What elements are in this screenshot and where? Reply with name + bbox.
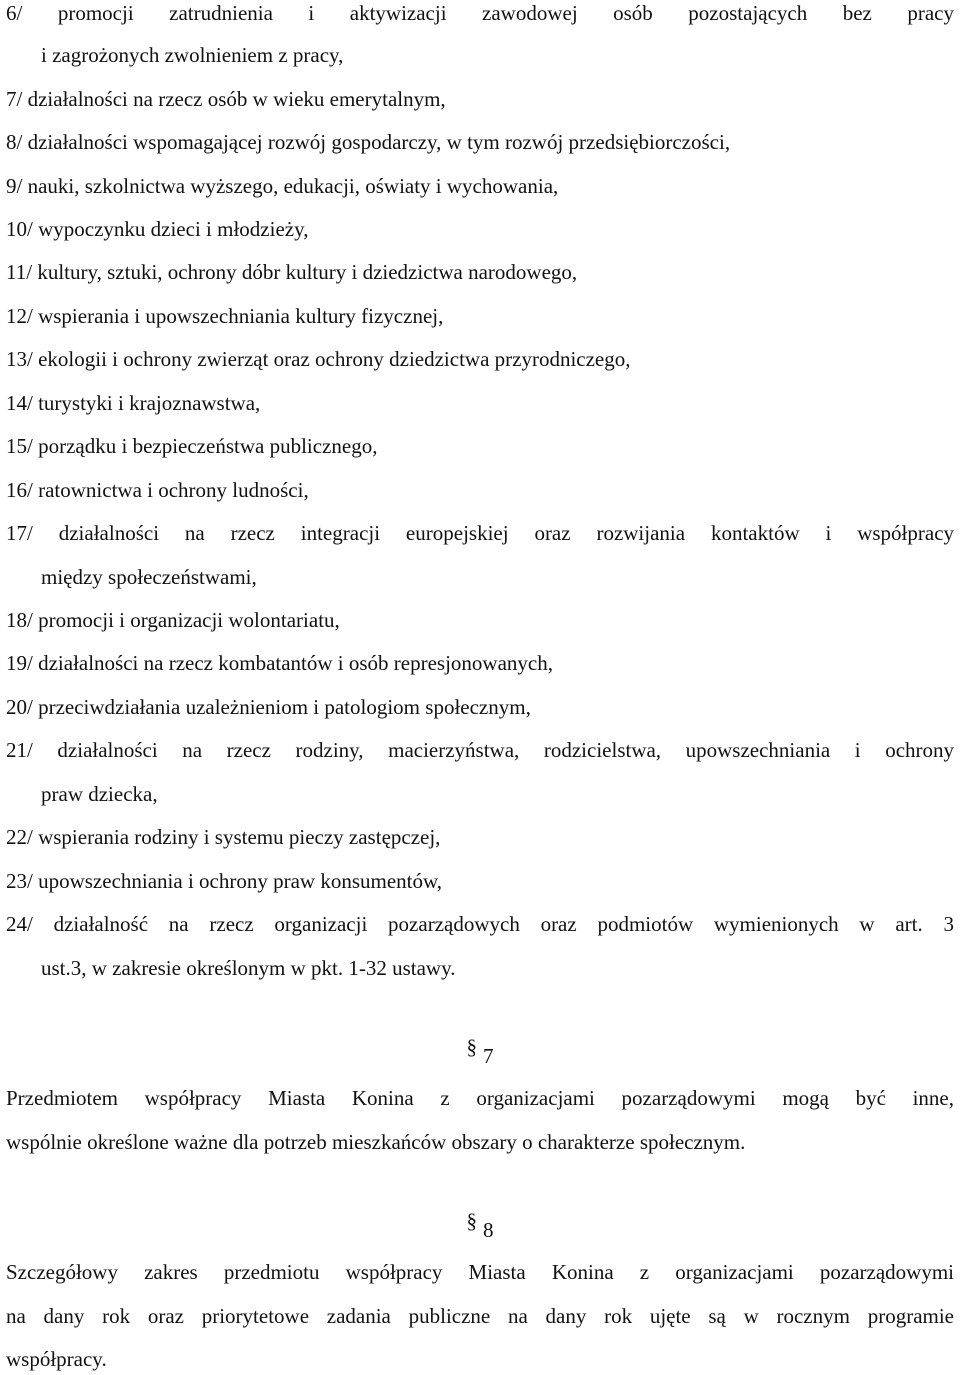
item-number: 12/ bbox=[6, 304, 33, 328]
item-text: działalności na rzecz osób w wieku emerytalnym, bbox=[27, 87, 446, 111]
list-item bbox=[6, 650, 954, 676]
list-item bbox=[6, 694, 954, 720]
item-text: ekologii i ochrony zwierząt oraz ochrony dziedzictwa przyrodniczego, bbox=[38, 347, 631, 371]
item-text: kultury, sztuki, ochrony dóbr kultury i dziedzictwa narodowego, bbox=[37, 260, 578, 284]
item-text: działalności wspomagającej rozwój gospodarczy, w tym rozwój przedsiębiorczości, bbox=[27, 130, 731, 154]
list-item bbox=[6, 433, 954, 459]
list-item bbox=[6, 911, 954, 937]
section-heading-7 bbox=[0, 1035, 960, 1069]
list-item bbox=[6, 824, 954, 850]
list-item bbox=[6, 0, 954, 26]
item-text: wspierania rodziny i systemu pieczy zastępczej, bbox=[38, 825, 441, 849]
item-number: 8/ bbox=[6, 130, 23, 154]
list-item bbox=[6, 520, 954, 546]
item-number: 18/ bbox=[6, 608, 33, 632]
list-item bbox=[6, 737, 954, 763]
item-number: 17/ bbox=[6, 521, 33, 545]
item-number: 22/ bbox=[6, 825, 33, 849]
item-text: działalności na rzecz integracji europejskiej oraz rozwijania kontaktów i współpracy bbox=[58, 521, 954, 545]
list-item bbox=[6, 477, 954, 503]
item-number: 13/ bbox=[6, 347, 33, 371]
item-text: przeciwdziałania uzależnieniom i patologiom społecznym, bbox=[38, 695, 531, 719]
section-8-paragraph-line: współpracy. bbox=[6, 1347, 107, 1371]
list-item bbox=[6, 346, 954, 372]
item-text: działalności na rzecz rodziny, macierzyństwa, rodzicielstwa, upowszechniania i ochrony bbox=[57, 738, 954, 762]
item-number: 6/ bbox=[6, 1, 23, 25]
item-text: działalności na rzecz kombatantów i osób represjonowanych, bbox=[38, 651, 553, 675]
item-number: 16/ bbox=[6, 478, 33, 502]
item-text: wypoczynku dzieci i młodzieży, bbox=[38, 217, 309, 241]
list-item-continuation: i zagrożonych zwolnieniem z pracy, bbox=[41, 43, 344, 67]
item-number: 23/ bbox=[6, 869, 33, 893]
item-text: promocji i organizacji wolontariatu, bbox=[38, 608, 340, 632]
section-7-paragraph-line: Przedmiotem współpracy Miasta Konina z organizacjami pozarządowymi mogą być inne, bbox=[6, 1086, 954, 1110]
section-7-paragraph-line: wspólnie określone ważne dla potrzeb mieszkańców obszary o charakterze społecznym. bbox=[6, 1130, 746, 1154]
section-8-paragraph-line: Szczegółowy zakres przedmiotu współpracy Miasta Konina z organizacjami pozarządowymi bbox=[6, 1260, 954, 1284]
item-text: działalność na rzecz organizacji pozarządowych oraz podmiotów wymienionych w art. 3 bbox=[53, 912, 954, 936]
item-number: 11/ bbox=[6, 260, 33, 284]
list-item bbox=[6, 259, 954, 285]
section-symbol: § bbox=[466, 1209, 477, 1233]
list-item-continuation: praw dziecka, bbox=[41, 782, 158, 806]
list-item bbox=[6, 216, 954, 242]
list-item-continuation: ust.3, w zakresie określonym w pkt. 1-32 ustawy. bbox=[41, 956, 456, 980]
list-item bbox=[6, 129, 954, 155]
item-text: nauki, szkolnictwa wyższego, edukacji, oświaty i wychowania, bbox=[27, 174, 559, 198]
item-number: 24/ bbox=[6, 912, 33, 936]
item-text: porządku i bezpieczeństwa publicznego, bbox=[38, 434, 378, 458]
list-item-continuation: między społeczeństwami, bbox=[41, 565, 257, 589]
list-item bbox=[6, 390, 954, 416]
list-item bbox=[6, 173, 954, 199]
item-number: 15/ bbox=[6, 434, 33, 458]
list-item bbox=[6, 303, 954, 329]
item-text: promocji zatrudnienia i aktywizacji zawodowej osób pozostających bez pracy bbox=[57, 1, 954, 25]
item-number: 14/ bbox=[6, 391, 33, 415]
item-number: 10/ bbox=[6, 217, 33, 241]
section-number: 8 bbox=[483, 1218, 494, 1242]
item-text: wspierania i upowszechniania kultury fizycznej, bbox=[38, 304, 444, 328]
item-number: 20/ bbox=[6, 695, 33, 719]
item-number: 21/ bbox=[6, 738, 33, 762]
item-text: turystyki i krajoznawstwa, bbox=[38, 391, 261, 415]
section-number: 7 bbox=[483, 1044, 494, 1068]
item-number: 7/ bbox=[6, 87, 23, 111]
list-item bbox=[6, 607, 954, 633]
section-symbol: § bbox=[466, 1035, 477, 1059]
item-text: ratownictwa i ochrony ludności, bbox=[38, 478, 309, 502]
item-number: 9/ bbox=[6, 174, 23, 198]
list-item bbox=[6, 868, 954, 894]
section-8-paragraph-line: na dany rok oraz priorytetowe zadania publiczne na dany rok ujęte są w rocznym programie bbox=[6, 1304, 954, 1328]
list-item bbox=[6, 86, 954, 112]
section-heading-8 bbox=[0, 1209, 960, 1243]
item-text: upowszechniania i ochrony praw konsumentów, bbox=[38, 869, 443, 893]
item-number: 19/ bbox=[6, 651, 33, 675]
